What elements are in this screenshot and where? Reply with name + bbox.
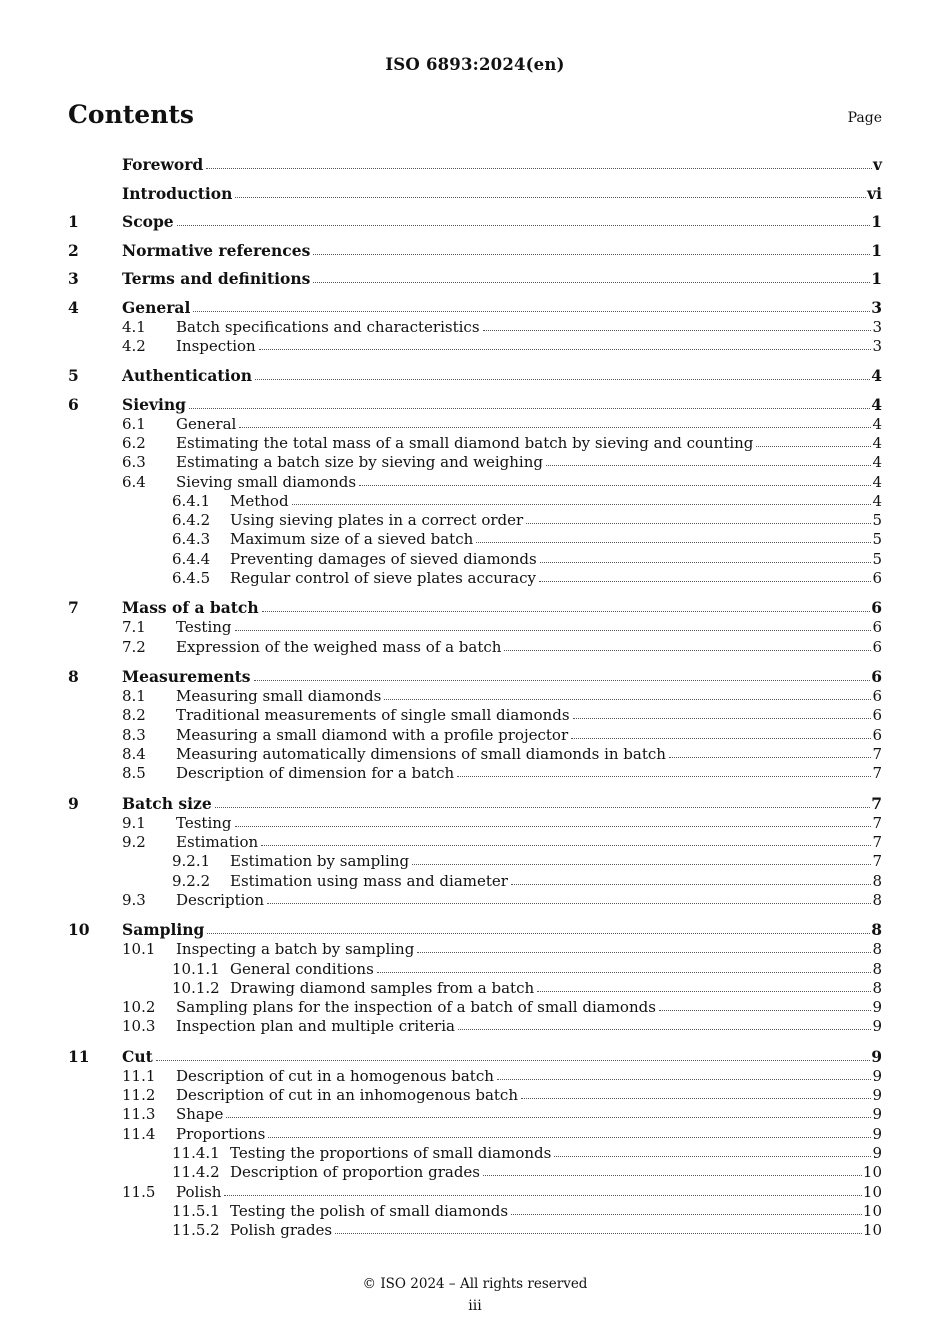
toc-entry-title[interactable]: Proportions <box>176 1124 266 1143</box>
toc-entry[interactable] <box>68 940 882 959</box>
toc-entry-page[interactable]: 8 <box>872 978 882 997</box>
toc-entry-title[interactable]: Foreword <box>122 155 204 174</box>
toc-entry[interactable] <box>68 550 882 569</box>
toc-entry-number: 10.2 <box>122 998 156 1017</box>
toc-entry[interactable] <box>68 268 882 297</box>
toc-entry-page[interactable]: 10 <box>862 1201 882 1220</box>
page-column-label: Page <box>847 110 882 126</box>
toc-entry-number: 1 <box>68 212 79 231</box>
toc-entry-title[interactable]: Batch specifications and characteristics <box>176 317 480 336</box>
toc-entry-number: 3 <box>68 269 79 288</box>
toc-entry-number: 11.5.1 <box>172 1201 220 1220</box>
toc-entry-number: 6.4.3 <box>172 530 211 549</box>
toc-entry-title[interactable]: Estimation using mass and diameter <box>230 871 508 890</box>
toc-entry-page[interactable]: 9 <box>872 1124 882 1143</box>
toc-entry-number: 11.4.1 <box>172 1144 220 1163</box>
toc-entry-page[interactable]: 9 <box>872 1086 882 1105</box>
toc-entry-page[interactable]: 7 <box>872 813 882 832</box>
toc-entry-number: 9.1 <box>122 813 146 832</box>
toc-entry-page[interactable]: 7 <box>872 833 882 852</box>
toc-entry-number: 10.1 <box>122 940 156 959</box>
toc-entry[interactable] <box>68 453 882 472</box>
toc-dot-leader <box>239 426 871 428</box>
toc-dot-leader <box>511 1213 862 1215</box>
toc-entry-title[interactable]: Inspecting a batch by sampling <box>176 940 415 959</box>
toc-entry-title[interactable]: Sieving small diamonds <box>176 472 357 491</box>
toc-entry[interactable] <box>68 597 882 618</box>
toc-dot-leader <box>537 990 871 992</box>
toc-entry-number: 6.3 <box>122 453 146 472</box>
toc-dot-leader <box>335 1232 862 1234</box>
toc-entry[interactable] <box>68 1144 882 1163</box>
toc-entry-page[interactable]: 9 <box>872 1144 882 1163</box>
toc-entry-title[interactable]: Measurements <box>122 667 251 687</box>
toc-entry-page[interactable]: 7 <box>871 793 882 813</box>
toc-entry-number: 4 <box>68 297 79 317</box>
toc-dot-leader <box>511 883 872 885</box>
toc-entry-title[interactable]: Polish grades <box>230 1221 333 1240</box>
toc-entry[interactable] <box>68 1163 882 1182</box>
toc-entry-page[interactable]: 6 <box>872 706 882 725</box>
toc-dot-leader <box>156 1059 870 1061</box>
toc-entry-title[interactable]: General conditions <box>230 959 374 978</box>
toc-entry-title[interactable]: Regular control of sieve plates accuracy <box>230 569 536 588</box>
toc-entry-title[interactable]: Terms and definitions <box>122 269 311 288</box>
toc-dot-leader <box>313 253 870 255</box>
toc-entry-title[interactable]: Shape <box>176 1105 224 1124</box>
toc-dot-leader <box>377 971 872 973</box>
toc-entry[interactable] <box>68 415 882 434</box>
toc-entry[interactable] <box>68 1221 882 1249</box>
toc-entry[interactable] <box>68 706 882 725</box>
toc-entry[interactable] <box>68 337 882 365</box>
toc-entry-number: 6.4.1 <box>172 491 211 510</box>
toc-entry[interactable] <box>68 569 882 597</box>
toc-entry-page[interactable]: 9 <box>872 1105 882 1124</box>
toc-entry-title[interactable]: Scope <box>122 212 174 231</box>
toc-dot-leader <box>669 756 872 758</box>
toc-entry-number: 6.4.4 <box>172 549 211 568</box>
toc-entry-page[interactable]: 6 <box>871 667 882 687</box>
toc-entry-title[interactable]: General <box>122 297 191 317</box>
toc-entry-page[interactable]: 8 <box>872 890 882 909</box>
toc-entry-page[interactable]: 1 <box>871 269 882 288</box>
toc-entry-title[interactable]: Description of proportion grades <box>230 1163 480 1182</box>
toc-entry[interactable] <box>68 1067 882 1086</box>
toc-entry-page[interactable]: 6 <box>871 598 882 618</box>
toc-entry-title[interactable]: Description of cut in a homogenous batch <box>176 1066 494 1085</box>
toc-entry[interactable] <box>68 793 882 814</box>
toc-entry-number: 9.2.2 <box>172 871 211 890</box>
toc-dot-leader <box>255 378 870 380</box>
page-number: iii <box>468 1298 482 1314</box>
toc-dot-leader <box>262 610 871 612</box>
toc-entry-number: 6.1 <box>122 414 146 433</box>
toc-dot-leader <box>756 445 871 447</box>
toc-entry-title[interactable]: Inspection <box>176 336 256 355</box>
toc-entry-title[interactable]: Drawing diamond samples from a batch <box>230 978 535 997</box>
toc-entry-page[interactable]: 8 <box>871 920 882 940</box>
toc-entry[interactable] <box>68 852 882 871</box>
toc-entry-number: 11.5 <box>122 1182 156 1201</box>
toc-dot-leader <box>417 951 871 953</box>
toc-entry[interactable] <box>68 318 882 337</box>
toc-dot-leader <box>521 1097 871 1099</box>
toc-entry-page[interactable]: 8 <box>872 940 882 959</box>
toc-entry-title[interactable]: Sampling <box>122 920 205 940</box>
document-header: ISO 6893:2024(en) <box>385 55 565 74</box>
toc-entry[interactable] <box>68 530 882 549</box>
toc-entry[interactable] <box>68 434 882 453</box>
toc-entry-number: 10.3 <box>122 1017 156 1036</box>
toc-entry-page[interactable]: 5 <box>872 549 882 568</box>
toc-entry-page[interactable]: 6 <box>872 618 882 637</box>
toc-entry[interactable] <box>68 764 882 792</box>
page-title: Contents <box>68 100 195 129</box>
toc-dot-leader <box>573 717 872 719</box>
toc-entry-page[interactable]: 3 <box>872 336 882 355</box>
toc-entry-page[interactable]: 7 <box>872 764 882 783</box>
toc-entry-title[interactable]: Batch size <box>122 793 212 813</box>
toc-entry[interactable] <box>68 511 882 530</box>
toc-entry[interactable] <box>68 1046 882 1067</box>
toc-entry-number: 7.1 <box>122 618 146 637</box>
toc-dot-leader <box>359 484 871 486</box>
toc-entry-title[interactable]: Preventing damages of sieved diamonds <box>230 549 537 568</box>
toc-dot-leader <box>189 407 870 409</box>
toc-entry-number: 9.2 <box>122 833 146 852</box>
toc-entry-title[interactable]: Description of cut in an inhomogenous batch <box>176 1086 518 1105</box>
toc-dot-leader <box>177 224 871 226</box>
toc-entry[interactable] <box>68 240 882 269</box>
toc-entry-title[interactable]: Method <box>230 491 289 510</box>
table-of-contents <box>68 154 882 1250</box>
toc-entry-number: 8.4 <box>122 745 146 764</box>
copyright-notice: © ISO 2024 – All rights reserved <box>362 1276 588 1292</box>
toc-entry-title[interactable]: Inspection plan and multiple criteria <box>176 1017 455 1036</box>
toc-entry-title[interactable]: Description <box>176 890 265 909</box>
toc-entry-title[interactable]: Measuring small diamonds <box>176 687 382 706</box>
toc-entry-title[interactable]: Testing <box>176 618 232 637</box>
toc-entry-number: 11.2 <box>122 1086 156 1105</box>
toc-entry-title[interactable]: Description of dimension for a batch <box>176 764 455 783</box>
toc-dot-leader <box>292 503 872 505</box>
toc-entry-title[interactable]: General <box>176 414 237 433</box>
toc-entry-title[interactable]: Expression of the weighed mass of a batch <box>176 637 502 656</box>
toc-entry-page[interactable]: v <box>872 155 882 174</box>
toc-entry-page[interactable]: 3 <box>871 297 882 317</box>
toc-dot-leader <box>254 679 871 681</box>
toc-entry[interactable] <box>68 211 882 240</box>
toc-entry-page[interactable]: 4 <box>872 491 882 510</box>
toc-dot-leader <box>215 806 871 808</box>
toc-entry[interactable] <box>68 1183 882 1202</box>
toc-entry-page[interactable]: 4 <box>872 472 882 491</box>
toc-entry[interactable] <box>68 1105 882 1124</box>
toc-entry-title[interactable]: Traditional measurements of single small diamonds <box>176 706 570 725</box>
toc-entry-page[interactable]: 4 <box>872 453 882 472</box>
toc-entry-title[interactable]: Mass of a batch <box>122 598 259 618</box>
toc-entry-page[interactable]: 6 <box>872 687 882 706</box>
toc-dot-leader <box>457 775 871 777</box>
toc-entry-title[interactable]: Using sieving plates in a correct order <box>230 511 524 530</box>
toc-entry-title[interactable]: Measuring a small diamond with a profile projector <box>176 725 569 744</box>
toc-entry[interactable] <box>68 872 882 891</box>
toc-entry[interactable] <box>68 297 882 318</box>
toc-entry[interactable] <box>68 154 882 183</box>
toc-entry-title[interactable]: Estimation <box>176 833 259 852</box>
toc-entry-number: 8.5 <box>122 764 146 783</box>
toc-entry-page[interactable]: 6 <box>872 569 882 588</box>
toc-dot-leader <box>659 1009 872 1011</box>
toc-entry[interactable] <box>68 1086 882 1105</box>
toc-entry-number: 11 <box>68 1046 90 1066</box>
toc-entry-page[interactable]: 7 <box>872 852 882 871</box>
toc-entry-page[interactable]: 10 <box>862 1182 882 1201</box>
toc-dot-leader <box>483 1174 862 1176</box>
toc-entry-number: 2 <box>68 240 79 260</box>
toc-entry-title[interactable]: Measuring automatically dimensions of small diamonds in batch <box>176 745 666 764</box>
toc-entry[interactable] <box>68 960 882 979</box>
toc-entry-page[interactable]: 9 <box>871 1046 882 1066</box>
toc-entry-title[interactable]: Estimating a batch size by sieving and weighing <box>176 453 543 472</box>
toc-dot-leader <box>504 649 871 651</box>
toc-entry-number: 6.4 <box>122 472 146 491</box>
toc-dot-leader <box>267 902 871 904</box>
toc-dot-leader <box>458 1028 872 1030</box>
toc-entry-title[interactable]: Estimating the total mass of a small diamond batch by sieving and counting <box>176 433 754 452</box>
toc-entry[interactable] <box>68 1125 882 1144</box>
toc-entry-number: 6.4.5 <box>172 569 211 588</box>
toc-entry-number: 10.1.2 <box>172 978 220 997</box>
toc-entry[interactable] <box>68 473 882 492</box>
toc-entry-page[interactable]: 4 <box>871 394 882 414</box>
toc-dot-leader <box>235 825 872 827</box>
toc-entry[interactable] <box>68 919 882 940</box>
toc-entry[interactable] <box>68 891 882 919</box>
toc-entry-number: 8.2 <box>122 706 146 725</box>
toc-dot-leader <box>224 1194 861 1196</box>
toc-entry[interactable] <box>68 365 882 394</box>
toc-entry-number: 7.2 <box>122 637 146 656</box>
toc-entry-page[interactable]: 4 <box>872 433 882 452</box>
toc-dot-leader <box>235 629 872 631</box>
toc-entry-page[interactable]: 9 <box>872 1066 882 1085</box>
toc-dot-leader <box>571 737 871 739</box>
toc-entry-page[interactable]: 1 <box>871 240 882 260</box>
toc-entry-page[interactable]: 5 <box>872 511 882 530</box>
toc-dot-leader <box>207 932 870 934</box>
toc-entry-title[interactable]: Testing the proportions of small diamonds <box>230 1144 552 1163</box>
toc-dot-leader <box>261 844 871 846</box>
toc-dot-leader <box>235 196 866 198</box>
toc-entry-title[interactable]: Sampling plans for the inspection of a batch of small diamonds <box>176 998 656 1017</box>
toc-entry-number: 7 <box>68 598 79 618</box>
toc-entry-number: 10.1.1 <box>172 959 220 978</box>
toc-dot-leader <box>193 310 870 312</box>
toc-dot-leader <box>384 698 871 700</box>
toc-entry[interactable] <box>68 666 882 687</box>
toc-dot-leader <box>476 541 871 543</box>
toc-dot-leader <box>483 329 872 331</box>
toc-entry-page[interactable]: 8 <box>872 871 882 890</box>
toc-entry-title[interactable]: Maximum size of a sieved batch <box>230 530 474 549</box>
toc-entry-page[interactable]: 8 <box>872 959 882 978</box>
toc-entry-number: 11.1 <box>122 1066 156 1085</box>
toc-entry-page[interactable]: 6 <box>872 725 882 744</box>
toc-entry-number: 11.5.2 <box>172 1221 220 1240</box>
toc-dot-leader <box>526 522 871 524</box>
toc-dot-leader <box>206 167 872 169</box>
toc-entry-number: 6.4.2 <box>172 511 211 530</box>
toc-entry[interactable] <box>68 998 882 1017</box>
toc-entry-page[interactable]: 1 <box>871 212 882 231</box>
toc-entry-page[interactable]: 6 <box>872 637 882 656</box>
toc-dot-leader <box>259 348 872 350</box>
toc-entry-page[interactable]: 10 <box>862 1163 882 1182</box>
toc-entry[interactable] <box>68 492 882 511</box>
toc-entry-number: 8.3 <box>122 725 146 744</box>
toc-entry-title[interactable]: Authentication <box>122 366 253 386</box>
toc-dot-leader <box>497 1078 872 1080</box>
toc-entry-number: 11.3 <box>122 1105 156 1124</box>
toc-entry[interactable] <box>68 687 882 706</box>
toc-entry[interactable] <box>68 979 882 998</box>
toc-entry-number: 11.4 <box>122 1124 156 1143</box>
toc-entry-page[interactable]: 10 <box>862 1221 882 1240</box>
toc-entry-number: 6.2 <box>122 433 146 452</box>
toc-entry[interactable] <box>68 745 882 764</box>
toc-entry-title[interactable]: Cut <box>122 1046 153 1066</box>
toc-entry-title[interactable]: Estimation by sampling <box>230 852 410 871</box>
toc-entry-page[interactable]: 9 <box>872 1017 882 1036</box>
toc-dot-leader <box>546 464 871 466</box>
toc-entry-number: 4.1 <box>122 317 146 336</box>
toc-dot-leader <box>540 561 872 563</box>
toc-entry-number: 11.4.2 <box>172 1163 220 1182</box>
toc-entry-title[interactable]: Normative references <box>122 240 311 260</box>
toc-entry-page[interactable]: 7 <box>872 745 882 764</box>
toc-entry[interactable] <box>68 814 882 833</box>
toc-entry[interactable] <box>68 183 882 212</box>
toc-entry-page[interactable]: 4 <box>872 414 882 433</box>
toc-entry-number: 10 <box>68 920 90 940</box>
toc-entry-page[interactable]: 3 <box>872 317 882 336</box>
toc-entry[interactable] <box>68 1202 882 1221</box>
toc-dot-leader <box>268 1136 871 1138</box>
toc-entry-number: 9 <box>68 793 79 813</box>
toc-dot-leader <box>412 863 871 865</box>
toc-entry-page[interactable]: 9 <box>872 998 882 1017</box>
toc-entry[interactable] <box>68 1017 882 1045</box>
toc-dot-leader <box>554 1155 871 1157</box>
toc-entry-title[interactable]: Polish <box>176 1182 222 1201</box>
toc-entry-number: 9.2.1 <box>172 852 211 871</box>
toc-dot-leader <box>313 281 870 283</box>
toc-entry-page[interactable]: 4 <box>871 366 882 386</box>
toc-entry-page[interactable]: 5 <box>872 530 882 549</box>
toc-dot-leader <box>226 1116 871 1118</box>
toc-entry-number: 8 <box>68 667 79 687</box>
toc-entry-title[interactable]: Testing the polish of small diamonds <box>230 1201 509 1220</box>
toc-entry[interactable] <box>68 394 882 415</box>
toc-entry-number: 8.1 <box>122 687 146 706</box>
toc-entry-number: 4.2 <box>122 336 146 355</box>
toc-entry-title[interactable]: Testing <box>176 813 232 832</box>
toc-entry-title[interactable]: Introduction <box>122 183 233 203</box>
toc-entry-title[interactable]: Sieving <box>122 394 186 414</box>
toc-entry-page[interactable]: vi <box>867 183 882 203</box>
toc-dot-leader <box>539 580 872 582</box>
toc-entry-number: 6 <box>68 394 79 414</box>
toc-entry[interactable] <box>68 618 882 637</box>
toc-entry-number: 9.3 <box>122 890 146 909</box>
toc-entry[interactable] <box>68 833 882 852</box>
toc-entry[interactable] <box>68 726 882 745</box>
toc-entry-number: 5 <box>68 366 79 386</box>
toc-entry[interactable] <box>68 638 882 666</box>
